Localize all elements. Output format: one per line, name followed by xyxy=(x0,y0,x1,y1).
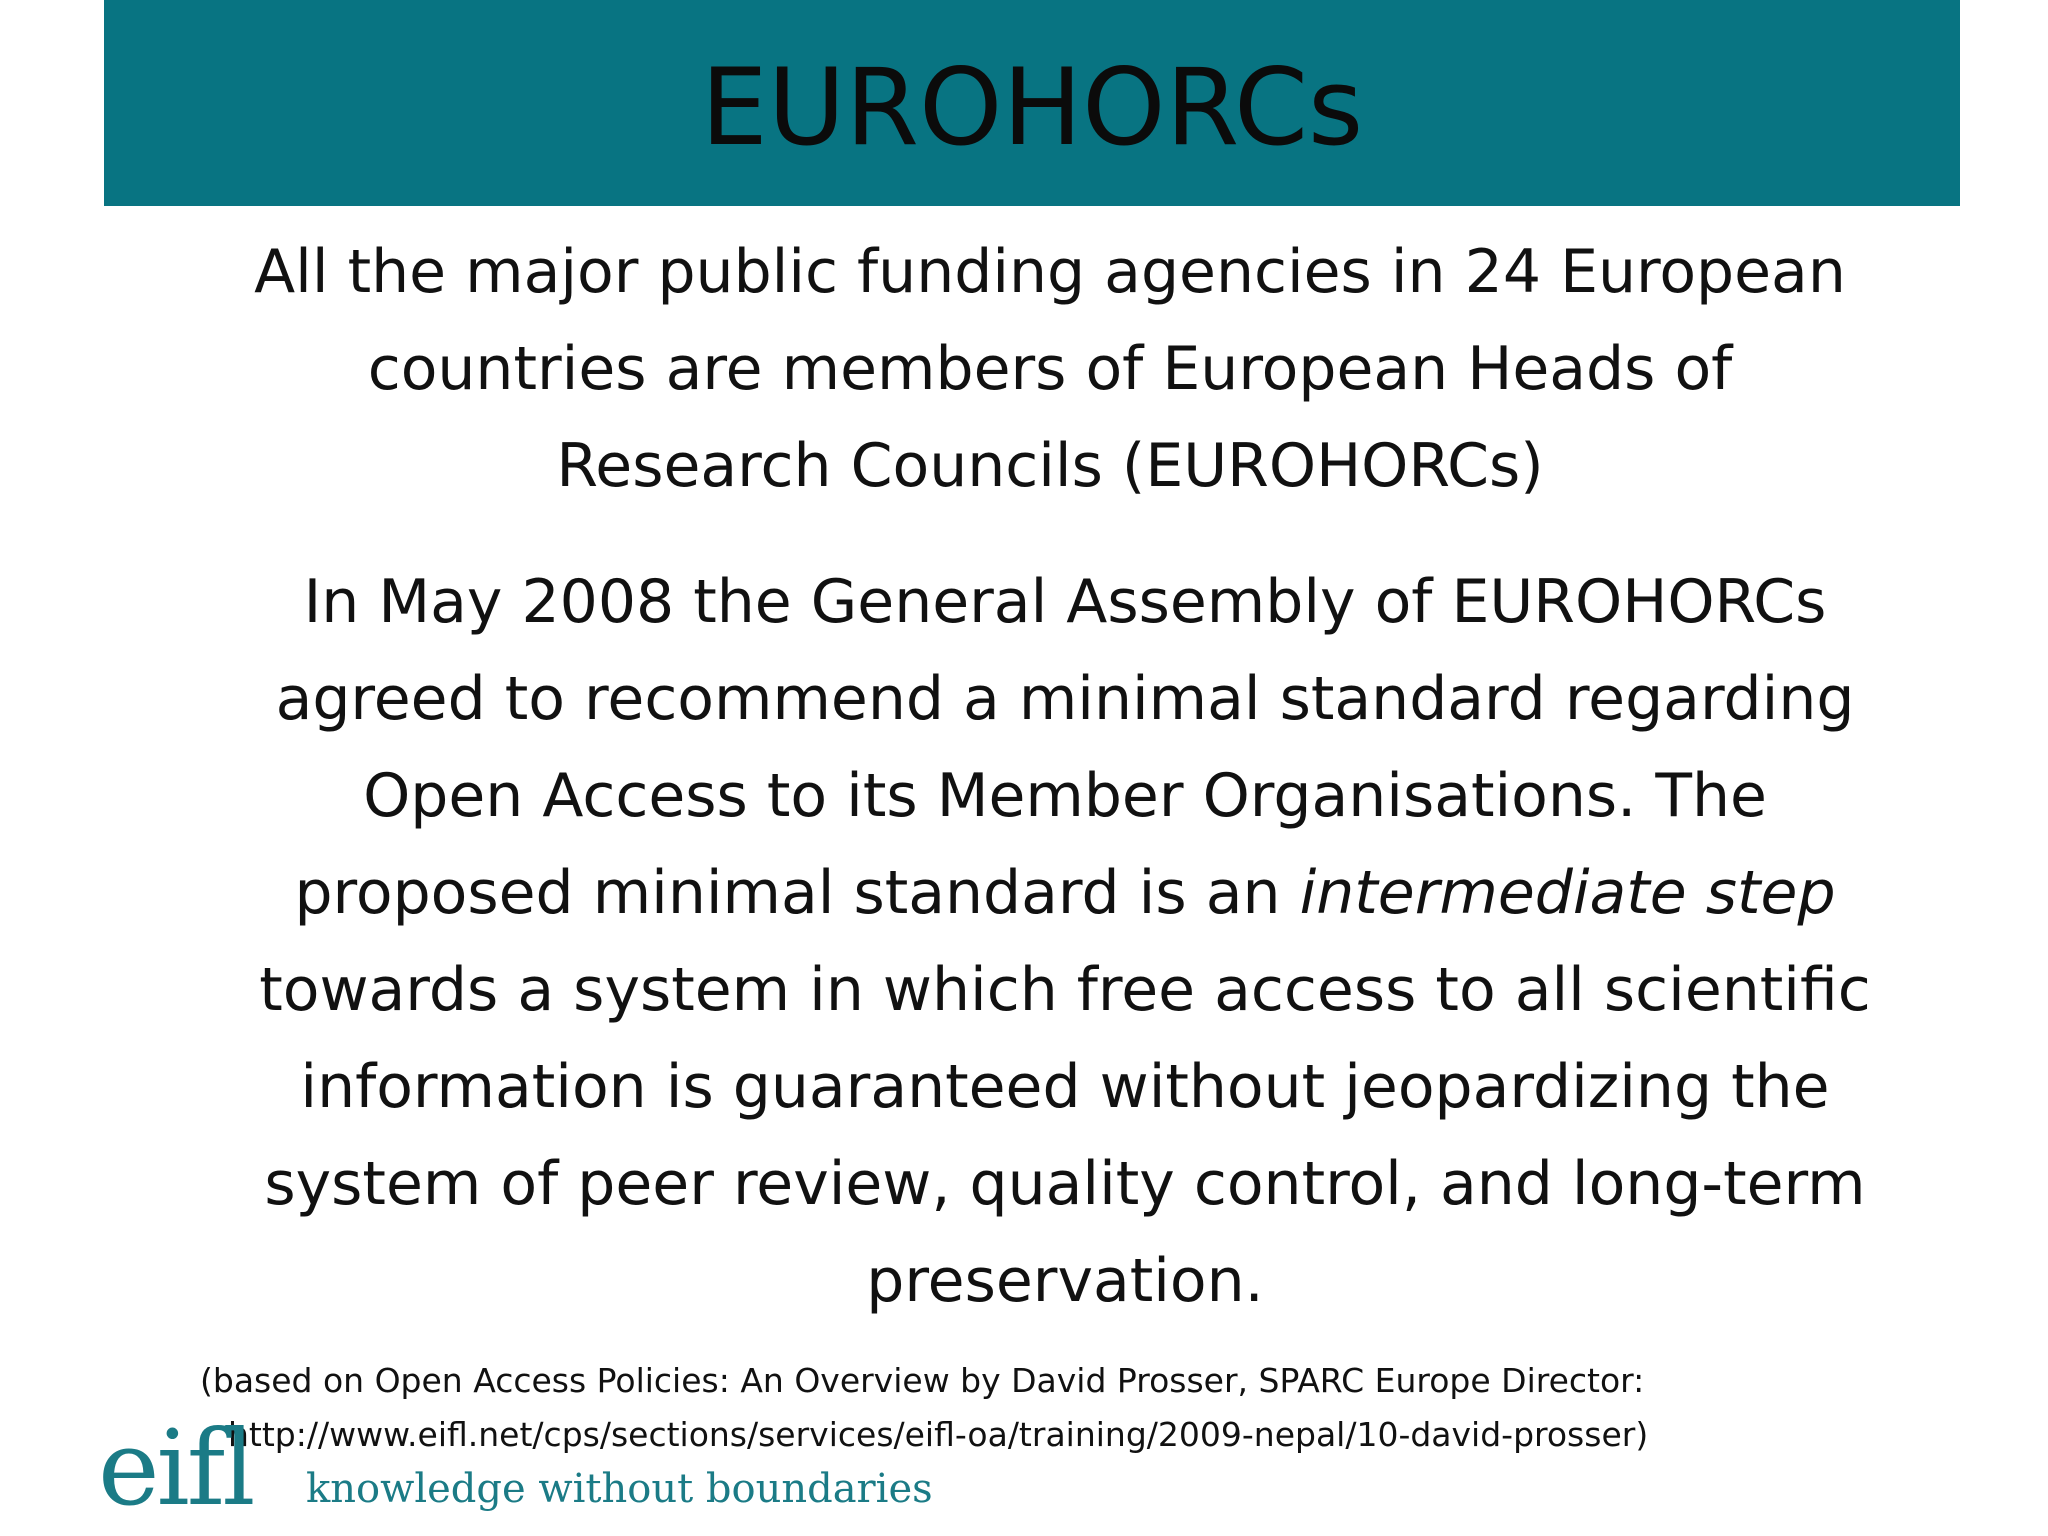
slide-title: EUROHORCs xyxy=(700,46,1364,169)
paragraph-assembly xyxy=(150,554,1980,1330)
emphasis-text: intermediate step xyxy=(1299,858,1836,928)
paragraph-line: All the major public funding agencies in 24 European xyxy=(254,237,1846,307)
logo-mark: eifl xyxy=(98,1407,253,1529)
paragraph-line: agreed to recommend a minimal standard regarding xyxy=(275,664,1855,734)
citation-prefix: (based on xyxy=(200,1361,375,1400)
paragraph-line: information is guaranteed without jeopardizing the xyxy=(300,1052,1830,1122)
paragraph-line: preservation. xyxy=(866,1246,1264,1316)
paragraph-line: countries are members of European Heads of xyxy=(367,334,1733,404)
logo-tagline: knowledge without boundaries xyxy=(306,1466,933,1512)
title-bar xyxy=(104,0,1960,206)
paragraph-text: proposed minimal standard is an xyxy=(294,858,1300,928)
paragraph-members xyxy=(120,224,1980,515)
paragraph-line: towards a system in which free access to all scientific xyxy=(259,955,1871,1025)
paragraph-line: In May 2008 the General Assembly of EUROHORCs xyxy=(303,567,1827,637)
citation-url[interactable]: http://www.eifl.net/cps/sections/services/eifl-oa/training/2009-nepal/10-david-prosser) xyxy=(228,1415,1649,1454)
paragraph-line: Open Access to its Member Organisations. The xyxy=(363,761,1767,831)
paragraph-line: system of peer review, quality control, and long-term xyxy=(264,1149,1866,1219)
citation-suffix: avid Prosser, SPARC Europe Director: xyxy=(1036,1361,1645,1400)
citation-line xyxy=(200,1354,1900,1408)
citation-link[interactable]: Open Access Policies: An Overview by D xyxy=(374,1361,1037,1400)
paragraph-line xyxy=(150,845,1980,942)
paragraph-line: Research Councils (EUROHORCs) xyxy=(556,431,1544,501)
eifl-logo xyxy=(98,1407,1018,1529)
